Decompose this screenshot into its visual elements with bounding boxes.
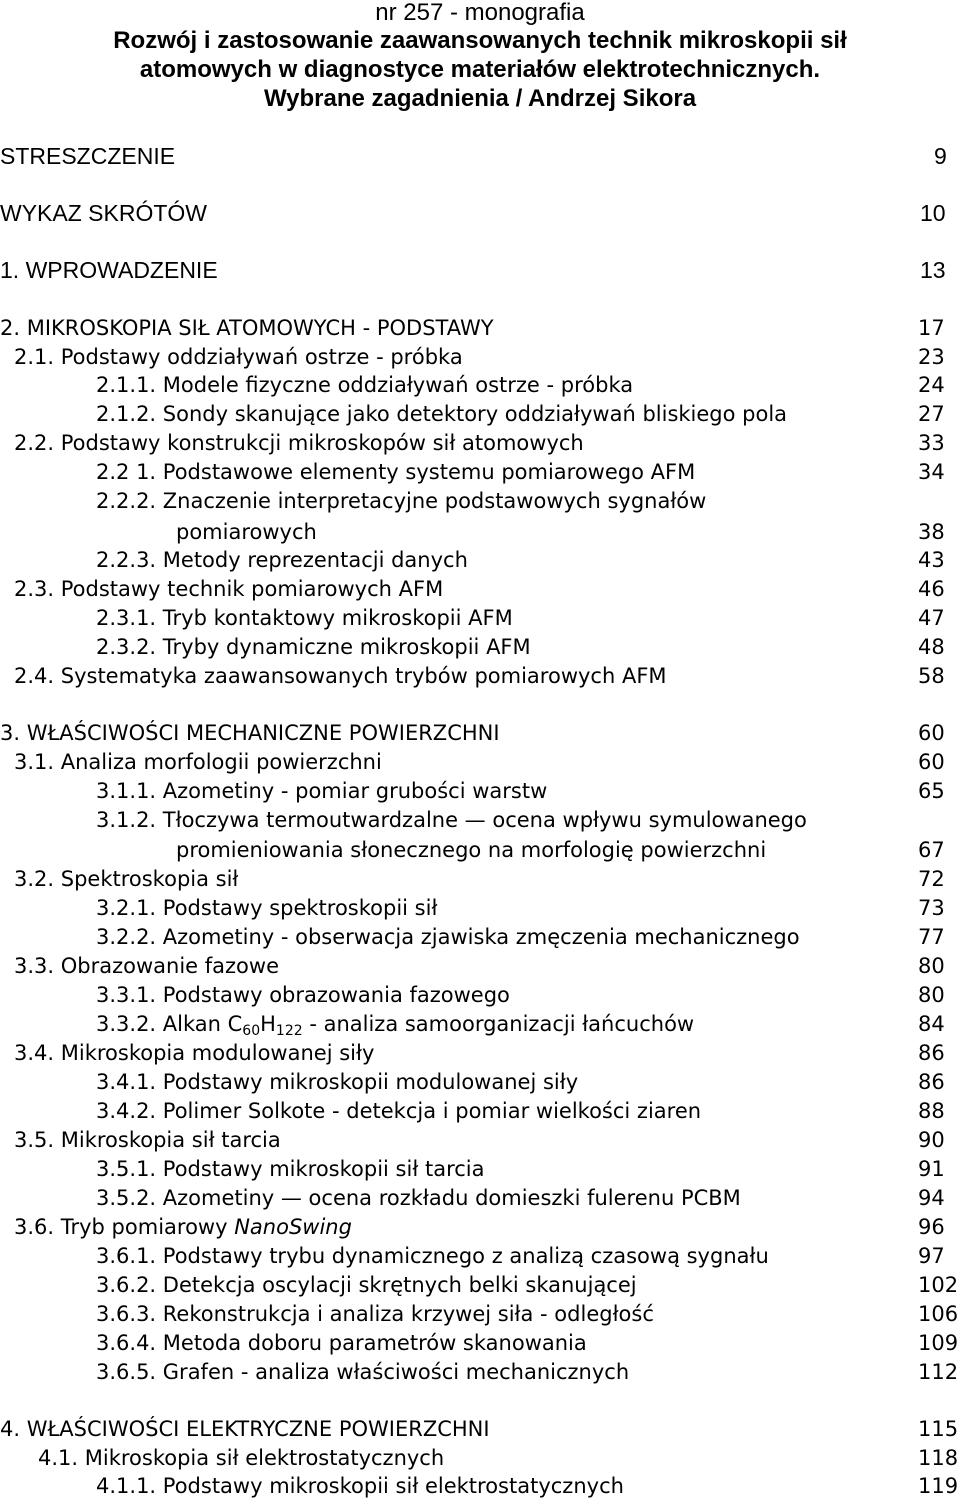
toc-entry-title: STRESZCZENIE xyxy=(0,143,176,169)
toc-entry-page: 119 xyxy=(918,1474,959,1498)
toc-entry xyxy=(0,1010,960,1040)
toc-entry xyxy=(0,429,960,459)
toc-entry-title: 3.6.1. Podstawy trybu dynamicznego z analizą czasową sygnału xyxy=(96,1244,769,1268)
toc-entry xyxy=(0,1358,960,1388)
toc-entry-title: 2.1.2. Sondy skanujące jako detektory oddziaływań bliskiego pola xyxy=(96,402,788,426)
toc-entry xyxy=(0,1242,960,1272)
toc-entry-title: 4.1. Mikroskopia sił elektrostatycznych xyxy=(38,1446,445,1470)
toc-entry-page: 90 xyxy=(918,1128,945,1152)
toc-entry-title: 3.4. Mikroskopia modulowanej siły xyxy=(14,1041,375,1065)
toc-entry-page: 80 xyxy=(918,983,945,1007)
toc-entry xyxy=(0,1472,960,1502)
toc-entry-title: WYKAZ SKRÓTÓW xyxy=(0,200,207,226)
toc-entry-title: 2.2.3. Metody reprezentacji danych xyxy=(96,548,468,572)
toc-entry xyxy=(0,894,960,924)
toc-entry xyxy=(0,1300,960,1330)
toc-entry-title: 3. WŁAŚCIWOŚCI MECHANICZNE POWIERZCHNI xyxy=(0,721,500,745)
toc-entry-title: 2.2. Podstawy konstrukcji mikroskopów sił atomowych xyxy=(14,431,584,455)
toc-entry-prefix: 3.6. Tryb pomiarowy xyxy=(14,1215,235,1239)
toc-entry-page: 34 xyxy=(918,460,945,484)
toc-entry xyxy=(0,256,960,286)
toc-entry-title: 2.4. Systematyka zaawansowanych trybów pomiarowych AFM xyxy=(14,664,667,688)
toc-entry-page: 97 xyxy=(918,1244,945,1268)
toc-entry-page: 80 xyxy=(918,954,945,978)
toc-entry-page: 43 xyxy=(918,548,945,572)
toc-entry xyxy=(0,343,960,373)
toc-entry xyxy=(0,371,960,401)
toc-entry xyxy=(0,952,960,982)
toc-entry-title xyxy=(14,1213,352,1241)
toc-entry-title: 3.1. Analiza morfologii powierzchni xyxy=(14,750,382,774)
toc-entry xyxy=(0,719,960,749)
toc-entry-title: 3.1.2. Tłoczywa termoutwardzalne — ocena wpływu symulowanego xyxy=(96,808,807,832)
toc-entry-title: 3.5.1. Podstawy mikroskopii sił tarcia xyxy=(96,1157,485,1181)
toc-entry-page: 73 xyxy=(918,896,945,920)
toc-entry-page: 58 xyxy=(918,664,945,688)
book-title-line-1: Rozwój i zastosowanie zaawansowanych technik mikroskopii sił xyxy=(113,27,847,54)
toc-entry xyxy=(0,777,960,807)
toc-entry xyxy=(0,400,960,430)
toc-entry-page: 38 xyxy=(918,520,945,544)
toc-entry xyxy=(0,458,960,488)
toc-entry xyxy=(0,1126,960,1156)
toc-entry-page: 13 xyxy=(920,257,946,283)
toc-entry-page: 60 xyxy=(918,721,945,745)
toc-entry-title: 2.1.1. Modele fizyczne oddziaływań ostrze - próbka xyxy=(96,373,634,397)
toc-entry-page: 48 xyxy=(918,635,945,659)
toc-entry-title: 3.6.5. Grafen - analiza właściwości mechanicznych xyxy=(96,1360,630,1384)
toc-entry-page: 24 xyxy=(918,373,945,397)
toc-entry xyxy=(0,1213,960,1243)
toc-entry-page: 23 xyxy=(918,345,945,369)
toc-entry-title: 2.3.1. Tryb kontaktowy mikroskopii AFM xyxy=(96,606,513,630)
toc-entry xyxy=(0,199,960,229)
toc-entry-title: 3.6.2. Detekcja oscylacji skrętnych belki skanującej xyxy=(96,1273,637,1297)
toc-entry-title: promieniowania słonecznego na morfologię powierzchni xyxy=(176,838,767,862)
toc-entry-title: 2.3.2. Tryby dynamiczne mikroskopii AFM xyxy=(96,635,531,659)
toc-entry-title: 2.2.2. Znaczenie interpretacyjne podstawowych sygnałów xyxy=(96,489,707,513)
toc-entry xyxy=(0,1068,960,1098)
toc-entry-page: 86 xyxy=(918,1070,945,1094)
toc-entry-title: 4.1.1. Podstawy mikroskopii sił elektrostatycznych xyxy=(96,1474,624,1498)
toc-entry-title: 2. MIKROSKOPIA SIŁ ATOMOWYCH - PODSTAWY xyxy=(0,316,494,340)
toc-entry xyxy=(0,748,960,778)
mode-name-italic: NanoSwing xyxy=(234,1215,352,1239)
toc-entry-page: 91 xyxy=(918,1157,945,1181)
toc-entry xyxy=(0,604,960,634)
toc-entry xyxy=(0,1271,960,1301)
toc-entry xyxy=(0,836,960,866)
book-title-line-2: atomowych w diagnostyce materiałów elektrotechnicznych. xyxy=(139,56,821,83)
toc-entry-page: 72 xyxy=(918,867,945,891)
formula-rest: - analiza samoorganizacji łańcuchów xyxy=(302,1012,695,1036)
toc-entry-title: 3.4.2. Polimer Solkote - detekcja i pomiar wielkości ziaren xyxy=(96,1099,702,1123)
toc-entry-title: 3.2. Spektroskopia sił xyxy=(14,867,239,891)
toc-entry-title: 3.3.1. Podstawy obrazowania fazowego xyxy=(96,983,510,1007)
toc-entry-title: 3.2.1. Podstawy spektroskopii sił xyxy=(96,896,438,920)
toc-entry-page: 106 xyxy=(918,1302,959,1326)
toc-entry-page: 112 xyxy=(918,1360,959,1384)
toc-entry-title: 3.3. Obrazowanie fazowe xyxy=(14,954,279,978)
toc-entry-title: 3.4.1. Podstawy mikroskopii modulowanej siły xyxy=(96,1070,579,1094)
toc-entry-page: 60 xyxy=(918,750,945,774)
toc-entry xyxy=(0,142,960,172)
toc-entry-title: 3.5. Mikroskopia sił tarcia xyxy=(14,1128,281,1152)
book-title-line-3: Wybrane zagadnienia / Andrzej Sikora xyxy=(263,85,697,112)
toc-entry xyxy=(0,314,960,344)
toc-entry-page: 67 xyxy=(918,838,945,862)
toc-entry-page: 10 xyxy=(920,200,946,226)
series-label: nr 257 - monografia xyxy=(375,0,585,26)
toc-entry xyxy=(0,546,960,576)
subscript-carbon: 60 xyxy=(242,1023,261,1039)
toc-entry-page: 9 xyxy=(934,143,947,169)
toc-entry xyxy=(0,518,960,548)
subscript-hydrogen: 122 xyxy=(275,1023,303,1039)
toc-entry-page: 17 xyxy=(918,316,945,340)
toc-entry-page: 118 xyxy=(918,1446,959,1470)
toc-entry xyxy=(0,1184,960,1214)
toc-entry xyxy=(0,1097,960,1127)
toc-entry xyxy=(0,1329,960,1359)
toc-entry xyxy=(0,1444,960,1474)
toc-entry-title: 2.2 1. Podstawowe elementy systemu pomiarowego AFM xyxy=(96,460,696,484)
toc-entry xyxy=(0,923,960,953)
toc-entry-title: 2.1. Podstawy oddziaływań ostrze - próbka xyxy=(14,345,463,369)
toc-entry xyxy=(0,575,960,605)
toc-entry-title: 3.2.2. Azometiny - obserwacja zjawiska zmęczenia mechanicznego xyxy=(96,925,800,949)
toc-entry-title: pomiarowych xyxy=(176,520,317,544)
toc-entry xyxy=(0,1415,960,1445)
toc-entry-page: 46 xyxy=(918,577,945,601)
toc-entry-title: 3.6.4. Metoda doboru parametrów skanowania xyxy=(96,1331,587,1355)
toc-entry xyxy=(0,633,960,663)
toc-entry-title: 1. WPROWADZENIE xyxy=(0,257,218,283)
toc-entry xyxy=(0,1039,960,1069)
formula-prefix: 3.3.2. Alkan C xyxy=(96,1012,243,1036)
toc-entry-title: 3.5.2. Azometiny — ocena rozkładu domieszki fulerenu PCBM xyxy=(96,1186,741,1210)
toc-entry-page: 47 xyxy=(918,606,945,630)
toc-entry-title: 3.1.1. Azometiny - pomiar grubości warstw xyxy=(96,779,548,803)
toc-entry xyxy=(0,981,960,1011)
toc-entry-page: 115 xyxy=(918,1417,959,1441)
toc-entry-page: 77 xyxy=(918,925,945,949)
toc-entry-title: 4. WŁAŚCIWOŚCI ELEKTRYCZNE POWIERZCHNI xyxy=(0,1417,490,1441)
toc-entry-page: 109 xyxy=(918,1331,959,1355)
formula-hydrogen: H xyxy=(260,1012,276,1036)
toc-entry-page: 102 xyxy=(918,1273,959,1297)
toc-entry-page: 94 xyxy=(918,1186,945,1210)
toc-entry-page: 86 xyxy=(918,1041,945,1065)
toc-entry-page: 96 xyxy=(918,1215,945,1239)
toc-entry xyxy=(0,865,960,895)
toc-entry-page: 65 xyxy=(918,779,945,803)
toc-entry-title xyxy=(96,1010,694,1038)
toc-entry-page: 84 xyxy=(918,1012,945,1036)
toc-entry xyxy=(0,487,960,517)
toc-entry xyxy=(0,662,960,692)
toc-entry-page: 88 xyxy=(918,1099,945,1123)
toc-entry xyxy=(0,806,960,836)
toc-entry-title: 3.6.3. Rekonstrukcja i analiza krzywej siła - odległość xyxy=(96,1302,654,1326)
toc-entry-page: 33 xyxy=(918,431,945,455)
toc-entry-page: 27 xyxy=(918,402,945,426)
toc-entry-title: 2.3. Podstawy technik pomiarowych AFM xyxy=(14,577,444,601)
toc-entry xyxy=(0,1155,960,1185)
